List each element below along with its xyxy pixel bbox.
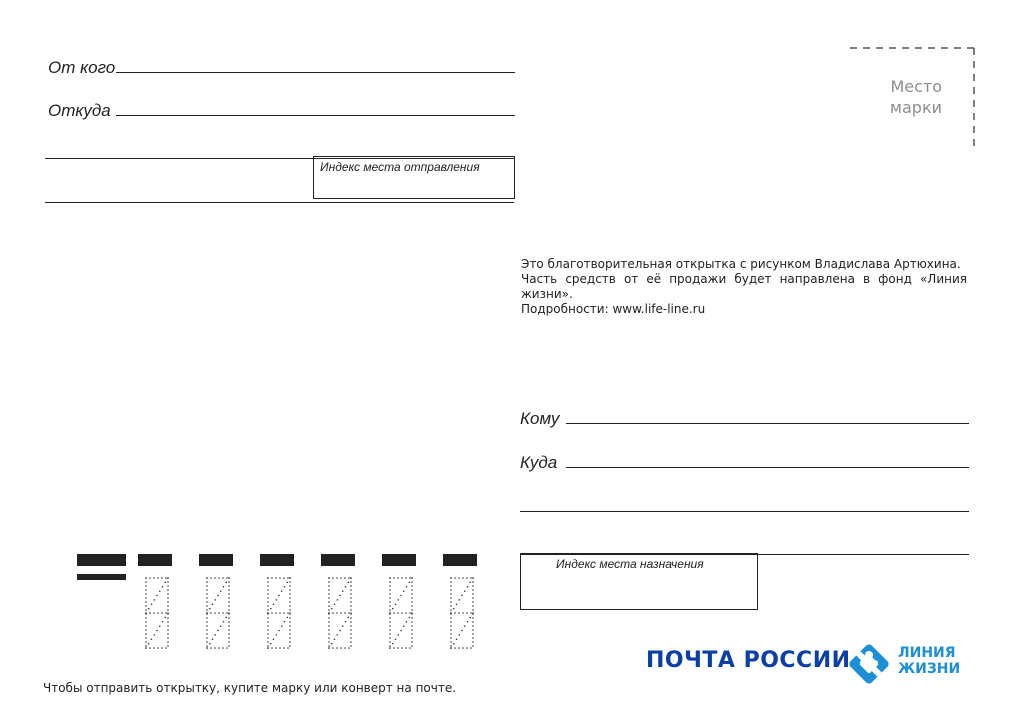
postcode-digit-cell[interactable] <box>382 554 416 649</box>
postcode-bar <box>77 554 126 566</box>
address-line[interactable] <box>520 511 969 512</box>
stamp-text-line2: марки <box>889 98 942 117</box>
where-to-field-line[interactable] <box>566 467 969 468</box>
where-from-label: Откуда <box>48 101 111 120</box>
info-line-2: Часть средств от её продажи будет направлена в фонд «Линия жизни». <box>521 272 967 301</box>
postcode-template <box>75 550 505 660</box>
stamp-text <box>890 76 942 118</box>
from-label: От кого <box>48 58 116 77</box>
where-from-field-line[interactable] <box>116 115 515 116</box>
info-line-1: Это благотворительная открытка с рисунком Владислава Артюхина. <box>521 257 961 271</box>
stamp-text-line1: Место <box>890 77 942 96</box>
lifeline-icon <box>846 641 892 687</box>
postcode-digit-cell[interactable] <box>138 554 172 649</box>
charity-info <box>521 257 967 317</box>
pochta-rossii-logo <box>646 648 851 673</box>
postcode-digit-cell[interactable] <box>199 554 233 649</box>
recipient-index-label: Индекс места назначения <box>556 557 704 571</box>
postcode-bar <box>138 554 172 566</box>
address-line[interactable] <box>45 202 514 203</box>
postcode-bar <box>382 554 416 566</box>
postcode-digit-cell[interactable] <box>260 554 294 649</box>
postcode-bar <box>260 554 294 566</box>
pochta-rossii-text: ПОЧТА РОССИИ <box>646 648 851 673</box>
lifeline-text-line1: ЛИНИЯ <box>898 645 956 661</box>
to-label: Кому <box>520 409 560 428</box>
sender-index-label: Индекс места отправления <box>320 160 480 174</box>
postcode-digit-cell[interactable] <box>443 554 477 649</box>
postcode-bar <box>77 574 126 580</box>
lifeline-text-line2: ЖИЗНИ <box>898 661 961 677</box>
footer-note: Чтобы отправить открытку, купите марку или конверт на почте. <box>43 681 457 695</box>
stamp-placeholder <box>848 46 976 150</box>
info-line-3: Подробности: www.life-line.ru <box>521 302 706 316</box>
postcode-bar <box>321 554 355 566</box>
postcode-bar <box>443 554 477 566</box>
lifeline-logo <box>898 645 960 677</box>
postcode-digit-cell[interactable] <box>321 554 355 649</box>
from-field-line[interactable] <box>116 72 515 73</box>
to-field-line[interactable] <box>566 423 969 424</box>
where-to-label: Куда <box>520 453 558 472</box>
postcode-bar <box>199 554 233 566</box>
